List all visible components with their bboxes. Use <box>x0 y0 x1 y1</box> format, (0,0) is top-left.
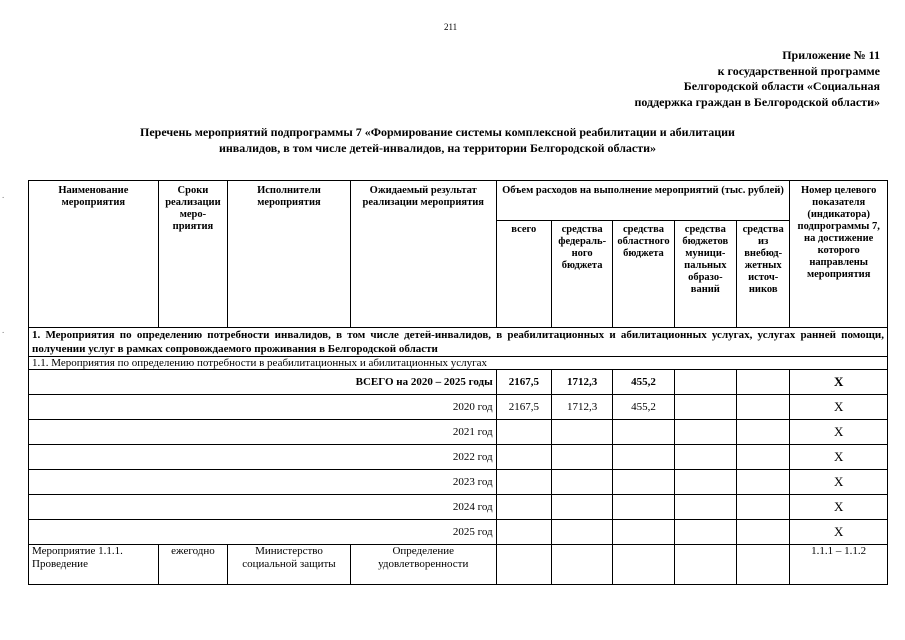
cell-extrabudget <box>737 370 790 395</box>
header-row <box>29 181 888 221</box>
row-label: 2024 год <box>29 495 497 520</box>
cell-total <box>496 495 551 520</box>
cell-municipal <box>674 495 736 520</box>
title-line: инвалидов, в том числе детей-инвалидов, на территории Белгородской области» <box>218 141 657 155</box>
cell-total <box>496 445 551 470</box>
cell-municipal <box>674 545 736 585</box>
header-executors: Исполнители мероприятия <box>228 181 351 328</box>
cell-regional: 455,2 <box>613 370 674 395</box>
subsection-title: 1.1. Мероприятия по определению потребности в реабилитационных и абилитационных услугах <box>29 357 888 370</box>
row-label: 2023 год <box>29 470 497 495</box>
cell-municipal <box>674 420 736 445</box>
measure-executors: Министерство социальной защиты <box>228 545 351 585</box>
cell-indicator: Х <box>790 470 888 495</box>
cell-municipal <box>674 395 736 420</box>
measures-table <box>28 180 888 585</box>
section-row <box>29 328 888 357</box>
cell-regional <box>613 545 674 585</box>
header-name: Наименование мероприятия <box>29 181 159 328</box>
cell-municipal <box>674 445 736 470</box>
header-indicator: Номер целевого показателя (индикатора) подпрограммы 7, на достижение которого направлены мероприятия <box>790 181 888 328</box>
cell-total <box>496 470 551 495</box>
appendix-line: Приложение № 11 <box>782 48 880 62</box>
cell-extrabudget <box>737 395 790 420</box>
cell-total <box>496 520 551 545</box>
header-terms: Сроки реализации меро-приятия <box>158 181 227 328</box>
cell-total <box>496 545 551 585</box>
row-label: 2020 год <box>29 395 497 420</box>
cell-federal <box>551 445 612 470</box>
title-line: Перечень мероприятий подпрограммы 7 «Формирование системы комплексной реабилитации и абилитации <box>140 125 735 139</box>
cell-municipal <box>674 520 736 545</box>
cell-regional <box>613 420 674 445</box>
cell-indicator: Х <box>790 420 888 445</box>
cell-indicator: Х <box>790 395 888 420</box>
cell-total: 2167,5 <box>496 370 551 395</box>
subheader-total: всего <box>496 221 551 328</box>
cell-municipal <box>674 470 736 495</box>
table-row <box>29 445 888 470</box>
cell-regional: 455,2 <box>613 395 674 420</box>
cell-regional <box>613 495 674 520</box>
cell-municipal <box>674 370 736 395</box>
cell-extrabudget <box>737 420 790 445</box>
measure-result: Определение удовлетворенности <box>350 545 496 585</box>
header-expenses: Объем расходов на выполнение мероприятий (тыс. рублей) <box>496 181 790 221</box>
cell-extrabudget <box>737 495 790 520</box>
cell-extrabudget <box>737 445 790 470</box>
subheader-extrabudget: средства из внебюд-жетных источ-ников <box>737 221 790 328</box>
cell-extrabudget <box>737 520 790 545</box>
appendix-line: Белгородской области «Социальная <box>683 79 880 93</box>
cell-total: 2167,5 <box>496 395 551 420</box>
cell-regional <box>613 520 674 545</box>
cell-federal <box>551 470 612 495</box>
appendix-line: к государственной программе <box>717 63 880 78</box>
cell-indicator: Х <box>790 520 888 545</box>
appendix-block <box>560 48 880 110</box>
subsection-row <box>29 357 888 370</box>
row-label: ВСЕГО на 2020 – 2025 годы <box>29 370 497 395</box>
row-label: 2022 год <box>29 445 497 470</box>
table-row <box>29 370 888 395</box>
measure-indicator: 1.1.1 – 1.1.2 <box>790 545 888 585</box>
cell-federal <box>551 495 612 520</box>
document-title <box>60 124 815 156</box>
header-result: Ожидаемый результат реализации мероприятия <box>350 181 496 328</box>
subheader-municipal: средства бюджетов муници-пальных образо-ваний <box>674 221 736 328</box>
section-title: 1. Мероприятия по определению потребности инвалидов, в том числе детей-инвалидов, в реабилитационных и абилитационных услугах, услугах ранней помощи, получении услуг в рамках сопровождаемого проживания в Белгородской области <box>29 328 888 357</box>
measure-row <box>29 545 888 585</box>
cell-total <box>496 420 551 445</box>
measure-name: Мероприятие 1.1.1. Проведение <box>29 545 159 585</box>
cell-federal <box>551 520 612 545</box>
cell-indicator: Х <box>790 370 888 395</box>
cell-indicator: Х <box>790 445 888 470</box>
subheader-regional: средства областного бюджета <box>613 221 674 328</box>
measure-terms: ежегодно <box>158 545 227 585</box>
cell-regional <box>613 470 674 495</box>
table-row <box>29 470 888 495</box>
table-row <box>29 520 888 545</box>
subheader-federal: средства федераль-ного бюджета <box>551 221 612 328</box>
cell-federal <box>551 420 612 445</box>
cell-extrabudget <box>737 545 790 585</box>
row-label: 2021 год <box>29 420 497 445</box>
cell-extrabudget <box>737 470 790 495</box>
margin-mark: . <box>2 325 5 335</box>
margin-mark: . <box>2 190 5 200</box>
row-label: 2025 год <box>29 520 497 545</box>
cell-federal: 1712,3 <box>551 370 612 395</box>
cell-federal: 1712,3 <box>551 395 612 420</box>
cell-indicator: Х <box>790 495 888 520</box>
cell-federal <box>551 545 612 585</box>
cell-regional <box>613 445 674 470</box>
table-row <box>29 395 888 420</box>
table-row <box>29 495 888 520</box>
table-row <box>29 420 888 445</box>
appendix-line: поддержка граждан в Белгородской области» <box>634 94 880 109</box>
page-number: 211 <box>444 22 458 32</box>
